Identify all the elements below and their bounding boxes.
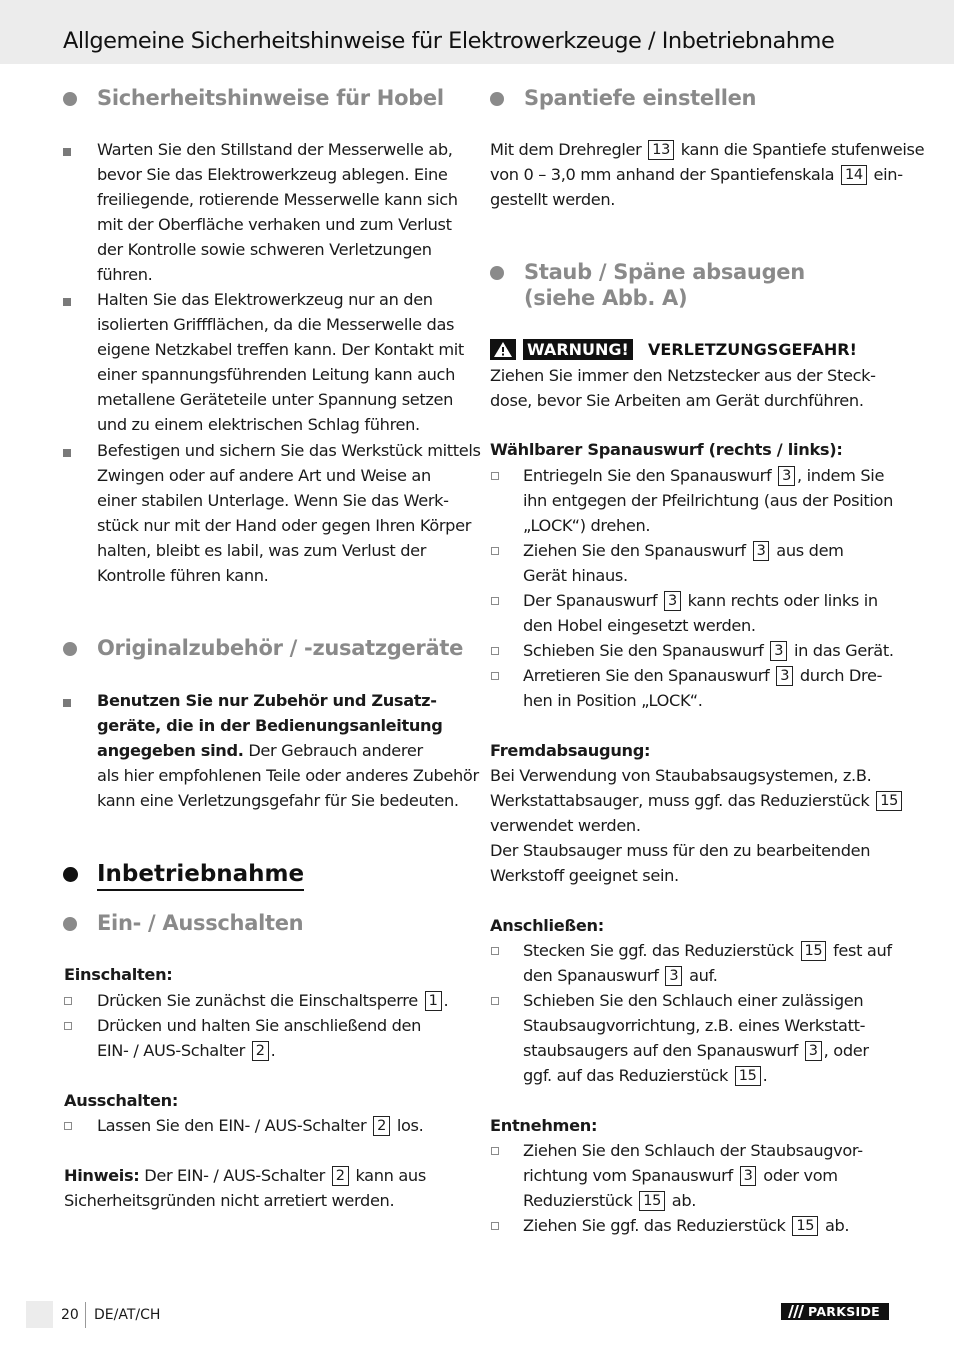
zubehoer-item-text: Benutzen Sie nur Zubehör und Zusatz- geräte, die in der Bedienungsanleitung angegeben sind. Der Gebrauch anderer als hier empfohlenen Teile oder anderes Zubehör kann eine Verletzungsgefahr für Sie bedeuten.: [97, 691, 479, 810]
open-square-bullet-icon: [64, 1022, 72, 1030]
warning-badge: WARNUNG!: [523, 339, 633, 360]
footer-region: DE/AT/CH: [94, 1307, 161, 1323]
part-ref-3: 3: [664, 591, 681, 611]
part-ref-3: 3: [665, 966, 682, 986]
footer-tab: [26, 1301, 53, 1328]
open-square-bullet-icon: [64, 1122, 72, 1130]
bullet-dot-icon: [63, 92, 77, 106]
logo-stripes-icon: [785, 1305, 807, 1318]
bullet-dot-icon: [63, 642, 77, 656]
open-square-bullet-icon: [491, 597, 499, 605]
label-ausschalten: Ausschalten:: [64, 1091, 179, 1110]
part-ref-2: 2: [373, 1116, 390, 1136]
spanauswurf-step-4: Schieben Sie den Spanauswurf 3 in das Gerät.: [523, 641, 894, 660]
open-square-bullet-icon: [491, 997, 499, 1005]
open-square-bullet-icon: [491, 947, 499, 955]
spantiefe-text: Mit dem Drehregler 13 kann die Spantiefe stufenweise von 0 – 3,0 mm anhand der Spantiefenskala 14 ein- gestellt werden.: [490, 140, 925, 209]
open-square-bullet-icon: [491, 1147, 499, 1155]
parkside-logo: [781, 1303, 889, 1320]
einschalten-step-2: Drücken und halten Sie anschließend den EIN- / AUS-Schalter 2 .: [97, 1016, 422, 1060]
open-square-bullet-icon: [491, 1222, 499, 1230]
bullet-dot-icon: [63, 917, 77, 931]
spanauswurf-step-5: Arretieren Sie den Spanauswurf 3 durch Dre- hen in Position „LOCK“.: [523, 666, 883, 710]
square-bullet-icon: [63, 148, 71, 156]
page-number: 20: [61, 1307, 79, 1323]
label-waehlbarer-spanauswurf: Wählbarer Spanauswurf (rechts / links):: [490, 440, 843, 459]
entnehmen-step-2: Ziehen Sie ggf. das Reduzierstück 15 ab.: [523, 1216, 850, 1235]
spanauswurf-step-1: Entriegeln Sie den Spanauswurf 3 , indem Sie ihn entgegen der Pfeilrichtung (aus der Position „LOCK“) drehen.: [523, 466, 893, 535]
spanauswurf-step-3: Der Spanauswurf 3 kann rechts oder links in den Hobel eingesetzt werden.: [523, 591, 878, 635]
fremdabsaugung-text: Bei Verwendung von Staubabsaugsystemen, z.B. Werkstattabsauger, muss ggf. das Reduzierstück 15 verwendet werden. Der Staubsauger muss für den zu bearbeitenden Werkstoff geeignet sein.: [490, 763, 904, 888]
hinweis: Hinweis: Der EIN- / AUS-Schalter 2 kann aus Sicherheitsgründen nicht arretiert werden.: [64, 1166, 426, 1210]
open-square-bullet-icon: [491, 672, 499, 680]
part-ref-15: 15: [735, 1066, 761, 1086]
open-square-bullet-icon: [491, 647, 499, 655]
open-square-bullet-icon: [491, 547, 499, 555]
label-einschalten: Einschalten:: [64, 965, 173, 984]
footer-divider: [85, 1302, 86, 1328]
anschliessen-step-1: Stecken Sie ggf. das Reduzierstück 15 fest auf den Spanauswurf 3 auf.: [523, 941, 892, 985]
bullet-dot-icon: [490, 92, 504, 106]
einschalten-step-1: Drücken Sie zunächst die Einschaltsperre 1 .: [97, 991, 449, 1010]
warning-text: VERLETZUNGSGEFAHR!: [648, 340, 857, 359]
hobel-item-1-text: Warten Sie den Stillstand der Messerwelle ab, bevor Sie das Elektrowerkzeug ablegen. Eine freiliegende, rotierende Messerwelle kann sich mit der Oberfläche verhaken und zum Verlust der Kontrolle sowie schweren Verletzungen führen.: [97, 140, 458, 284]
part-ref-15: 15: [639, 1191, 665, 1211]
part-ref-3: 3: [740, 1166, 757, 1186]
hobel-item-2-text: Halten Sie das Elektrowerkzeug nur an den isolierten Griffflächen, da die Messerwelle das eigene Netzkabel treffen kann. Der Kontakt mit einer spannungsführenden Leitung kann auch metallene Geräteteile unter Spannung setzen und zu einem elektrischen Schlag führen.: [97, 290, 464, 434]
part-ref-3: 3: [778, 466, 795, 486]
part-ref-14: 14: [841, 165, 867, 185]
ausschalten-step-1: Lassen Sie den EIN- / AUS-Schalter 2 los.: [97, 1116, 424, 1135]
part-ref-3: 3: [770, 641, 787, 661]
open-square-bullet-icon: [64, 997, 72, 1005]
brand-name: PARKSIDE: [808, 1304, 880, 1319]
bullet-dot-icon: [63, 867, 78, 882]
part-ref-1: 1: [425, 991, 442, 1011]
part-ref-2: 2: [332, 1166, 349, 1186]
warning-triangle-icon: [490, 339, 516, 360]
part-ref-15: 15: [792, 1216, 818, 1236]
part-ref-13: 13: [648, 140, 674, 160]
open-square-bullet-icon: [491, 472, 499, 480]
part-ref-15: 15: [801, 941, 827, 961]
warning-instruction: Ziehen Sie immer den Netzstecker aus der Steck- dose, bevor Sie Arbeiten am Gerät durchführen.: [490, 366, 876, 410]
anschliessen-step-2: Schieben Sie den Schlauch einer zulässigen Staubsaugvorrichtung, z.B. eines Werkstatt- staubsaugers auf den Spanauswurf 3 , oder ggf. auf das Reduzierstück 15 .: [523, 991, 869, 1085]
square-bullet-icon: [63, 699, 71, 707]
part-ref-3: 3: [776, 666, 793, 686]
hobel-item-3-text: Befestigen und sichern Sie das Werkstück mittels Zwingen oder auf andere Art und Weise an einer stabilen Unterlage. Wenn Sie das Werk- stück nur mit der Hand oder gegen Ihren Körper halten, bleibt es labil, was zum Verlust der Kontrolle führen kann.: [97, 441, 481, 585]
square-bullet-icon: [63, 298, 71, 306]
page-title: Allgemeine Sicherheitshinweise für Elektrowerkzeuge / Inbetriebnahme: [63, 28, 835, 54]
square-bullet-icon: [63, 449, 71, 457]
label-fremdabsaugung: Fremdabsaugung:: [490, 741, 651, 760]
part-ref-2: 2: [252, 1041, 269, 1061]
part-ref-3: 3: [753, 541, 770, 561]
bullet-dot-icon: [490, 266, 504, 280]
part-ref-15: 15: [876, 791, 902, 811]
part-ref-3: 3: [805, 1041, 822, 1061]
label-entnehmen: Entnehmen:: [490, 1116, 598, 1135]
spanauswurf-step-2: Ziehen Sie den Spanauswurf 3 aus dem Gerät hinaus.: [523, 541, 844, 585]
label-anschliessen: Anschließen:: [490, 916, 604, 935]
entnehmen-step-1: Ziehen Sie den Schlauch der Staubsaugvor- richtung vom Spanauswurf 3 oder vom Reduzierstück 15 ab.: [523, 1141, 863, 1210]
